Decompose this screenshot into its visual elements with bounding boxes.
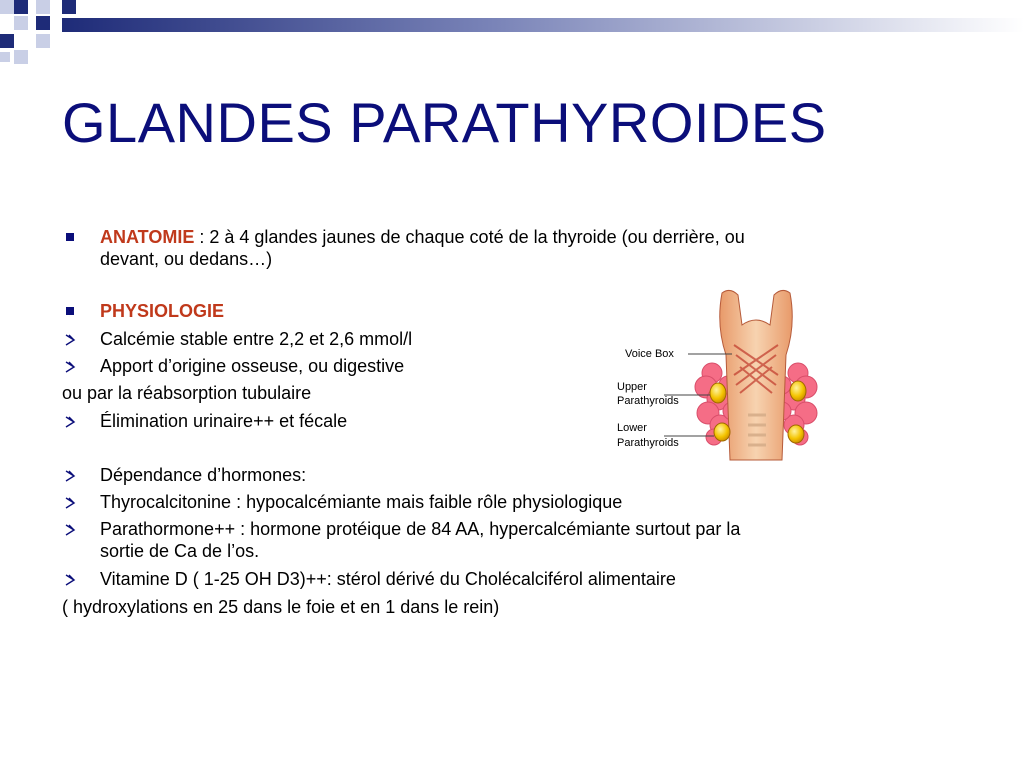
square-bullet-icon xyxy=(66,233,74,241)
label-lower-parathyroids: Parathyroids xyxy=(617,437,679,449)
physiologie-item-1: Calcémie stable entre 2,2 et 2,6 mmol/l xyxy=(100,329,413,349)
anatomie-line-1 xyxy=(100,226,745,248)
hormones-item-1: Dépendance d’hormones: xyxy=(100,465,307,485)
lower-parathyroid-left-icon xyxy=(714,423,730,441)
lower-parathyroid-right-icon xyxy=(788,425,804,443)
physiologie-item-3: Élimination urinaire++ et fécale xyxy=(100,411,348,431)
hormones-item-3-line-2: sortie de Ca de l’os. xyxy=(100,541,260,561)
slide-title: GLANDES PARATHYROIDES xyxy=(62,91,827,154)
hormones-item-4: Vitamine D ( 1-25 OH D3)++: stérol dérivé du Cholécalciférol alimentaire xyxy=(100,569,676,589)
label-voice-box: Voice Box xyxy=(625,348,674,360)
physiologie-item-2: Apport d’origine osseuse, ou digestive xyxy=(100,356,405,376)
anatomie-line-2: devant, ou dedans…) xyxy=(100,249,273,269)
arrow-bullet-icon xyxy=(64,574,76,586)
square-bullet-icon xyxy=(66,307,74,315)
anatomie-keyword: ANATOMIE xyxy=(100,227,195,247)
arrow-bullet-icon xyxy=(64,361,76,373)
arrow-bullet-icon xyxy=(64,470,76,482)
arrow-bullet-icon xyxy=(64,524,76,536)
arrow-bullet-icon xyxy=(64,416,76,428)
upper-parathyroid-right-icon xyxy=(790,381,806,401)
hormones-item-2: Thyrocalcitonine : hypocalcémiante mais faible rôle physiologique xyxy=(100,492,623,512)
anatomie-text: : 2 à 4 glandes jaunes de chaque coté de la thyroide (ou derrière, ou xyxy=(194,227,745,247)
label-lower: Lower xyxy=(617,422,647,434)
label-upper-parathyroids: Parathyroids xyxy=(617,395,679,407)
parathyroid-illustration xyxy=(610,285,840,465)
arrow-bullet-icon xyxy=(64,497,76,509)
physiologie-continuation: ou par la réabsorption tubulaire xyxy=(62,383,312,403)
hormones-continuation: ( hydroxylations en 25 dans le foie et en 1 dans le rein) xyxy=(62,597,500,617)
arrow-bullet-icon xyxy=(64,334,76,346)
hormones-item-3: Parathormone++ : hormone protéique de 84 AA, hypercalcémiante surtout par la xyxy=(100,519,741,539)
label-upper: Upper xyxy=(617,381,647,393)
upper-parathyroid-left-icon xyxy=(710,383,726,403)
physiologie-keyword: PHYSIOLOGIE xyxy=(100,301,225,321)
